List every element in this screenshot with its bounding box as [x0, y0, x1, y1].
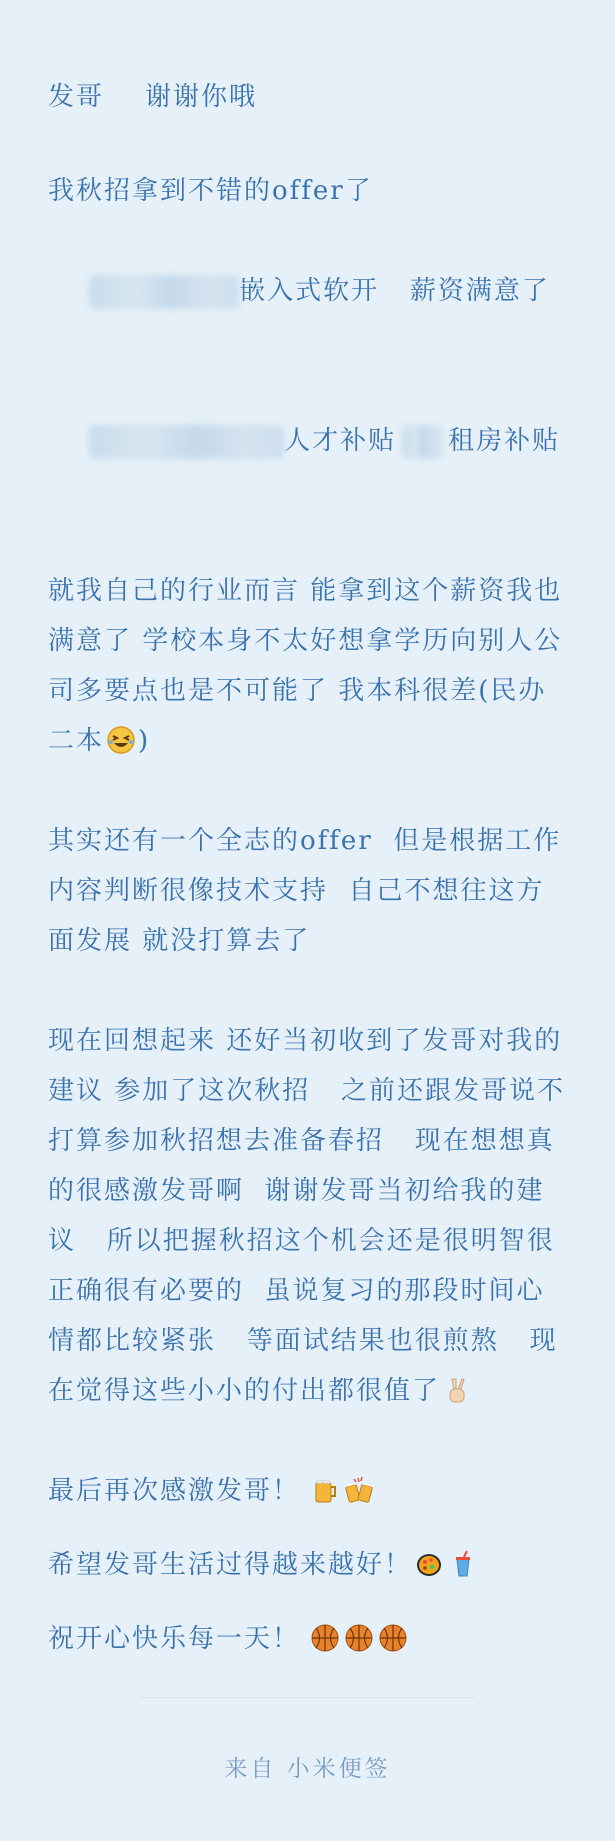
redacted-text	[402, 425, 442, 459]
thanks-text: 最后再次感激发哥！	[48, 1476, 301, 1506]
blessing-text: 祝开心快乐每一天！	[48, 1624, 301, 1654]
paragraph-wish	[48, 1540, 570, 1590]
paella-icon	[414, 1546, 444, 1576]
redacted-text	[89, 425, 284, 459]
cup-with-straw-icon	[448, 1546, 478, 1576]
job-title-text: 嵌入式软开 薪资满意了	[239, 276, 550, 306]
paragraph-benefits	[48, 366, 570, 516]
paragraph-salary-end: )	[138, 726, 151, 756]
paragraph-blessing	[48, 1614, 570, 1664]
laughing-tears-icon	[106, 722, 136, 752]
victory-hand-icon	[442, 1372, 472, 1402]
wish-text: 希望发哥生活过得越来越好！	[48, 1550, 413, 1580]
note-body	[48, 72, 570, 1664]
paragraph-thanks	[48, 1466, 570, 1516]
basketball-icon	[378, 1620, 408, 1650]
basketball-icon	[310, 1620, 340, 1650]
redacted-text	[89, 275, 239, 309]
talent-subsidy-text: 人才补贴	[284, 426, 397, 456]
paragraph-offer: 我秋招拿到不错的offer了	[48, 176, 373, 206]
basketball-icon	[344, 1620, 374, 1650]
clinking-beers-icon	[344, 1472, 374, 1502]
greeting-line: 发哥 谢谢你哦	[48, 82, 258, 112]
footer-divider	[140, 1697, 475, 1698]
paragraph-reflection	[48, 1016, 570, 1416]
paragraph-reflection-text: 现在回想起来 还好当初收到了发哥对我的建议 参加了这次秋招 之前还跟发哥说不打算参加秋招想去准备春招 现在想想真的很感激发哥啊 谢谢发哥当初给我的建议 所以把握秋招这个机会还是很明智很正确很有必要的 虽说复习的那段时间心情都比较紧张 等面试结果也很煎熬 现在觉得这些小小的付出都很值了	[48, 1026, 566, 1406]
paragraph-offer-detail	[48, 216, 570, 366]
paragraph-salary	[48, 566, 570, 766]
rent-subsidy-text: 租房补贴	[448, 426, 561, 456]
footer-source-label: 来自 小米便签	[224, 1756, 391, 1782]
beer-mug-icon	[310, 1472, 340, 1502]
paragraph-salary-text: 就我自己的行业而言 能拿到这个薪资我也满意了 学校本身不太好想拿学历向别人公司多要点也是不可能了 我本科很差(民办二本	[48, 576, 563, 756]
paragraph-other-offer: 其实还有一个全志的offer 但是根据工作内容判断很像技术支持 自己不想往这方面发展 就没打算去了	[48, 826, 562, 956]
